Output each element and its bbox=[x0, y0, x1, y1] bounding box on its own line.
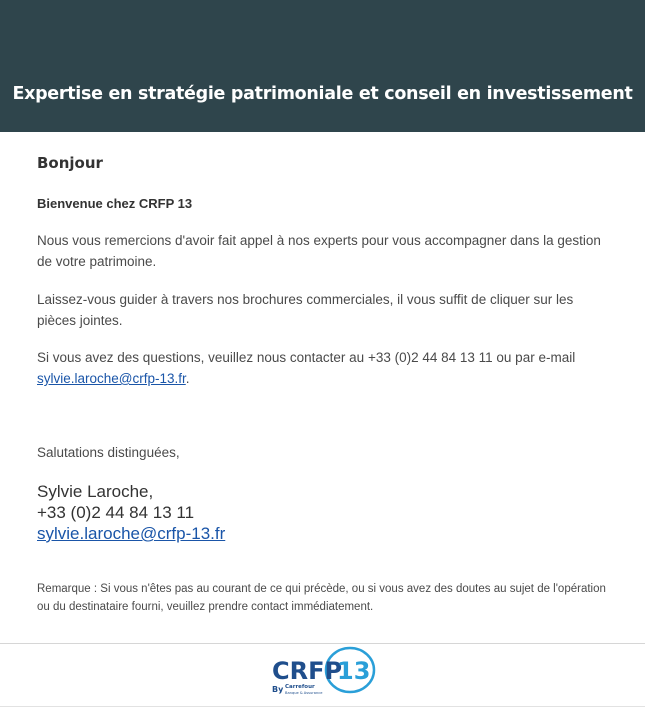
signature-block bbox=[37, 481, 225, 544]
signature-name: Sylvie Laroche, bbox=[37, 482, 154, 501]
contact-suffix: . bbox=[185, 371, 190, 386]
logo-text-13: 13 bbox=[337, 657, 371, 685]
paragraph-brochures: Laissez-vous guider à travers nos brochures commerciales, il vous suffit de cliquer sur les pièces jointes. bbox=[37, 292, 574, 328]
logo-text-by: By bbox=[272, 685, 284, 694]
bottom-divider bbox=[0, 706, 645, 707]
signature-phone: +33 (0)2 44 84 13 11 bbox=[37, 503, 195, 522]
logo-text-crfp: CRFP bbox=[272, 657, 343, 685]
contact-email-link[interactable]: sylvie.laroche@crfp-13.fr bbox=[37, 371, 186, 386]
contact-text: Si vous avez des questions, veuillez nous contacter au +33 (0)2 44 84 13 11 ou par e-mail bbox=[37, 350, 576, 365]
salutation: Salutations distinguées, bbox=[37, 445, 180, 460]
remark-notice: Remarque : Si vous n'êtes pas au courant de ce qui précède, ou si vous avez des doutes au sujet de l'opération ou du destinataire fourni, veuillez prendre contact immédiatement. bbox=[37, 583, 606, 613]
crfp13-logo bbox=[270, 645, 378, 701]
header-title: Expertise en stratégie patrimoniale et conseil en investissement bbox=[12, 84, 633, 104]
signature-email-link[interactable]: sylvie.laroche@crfp-13.fr bbox=[37, 524, 226, 543]
greeting: Bonjour bbox=[37, 154, 103, 172]
paragraph-contact bbox=[37, 347, 612, 389]
email-header-banner bbox=[0, 0, 645, 132]
paragraph-thanks: Nous vous remercions d'avoir fait appel à nos experts pour vous accompagner dans la gestion de votre patrimoine. bbox=[37, 233, 601, 269]
logo-text-tagline: Banque & Assurance bbox=[285, 691, 323, 695]
logo-text-brand: Carrefour bbox=[285, 684, 315, 690]
welcome-line: Bienvenue chez CRFP 13 bbox=[37, 196, 193, 211]
footer-divider bbox=[0, 643, 645, 644]
